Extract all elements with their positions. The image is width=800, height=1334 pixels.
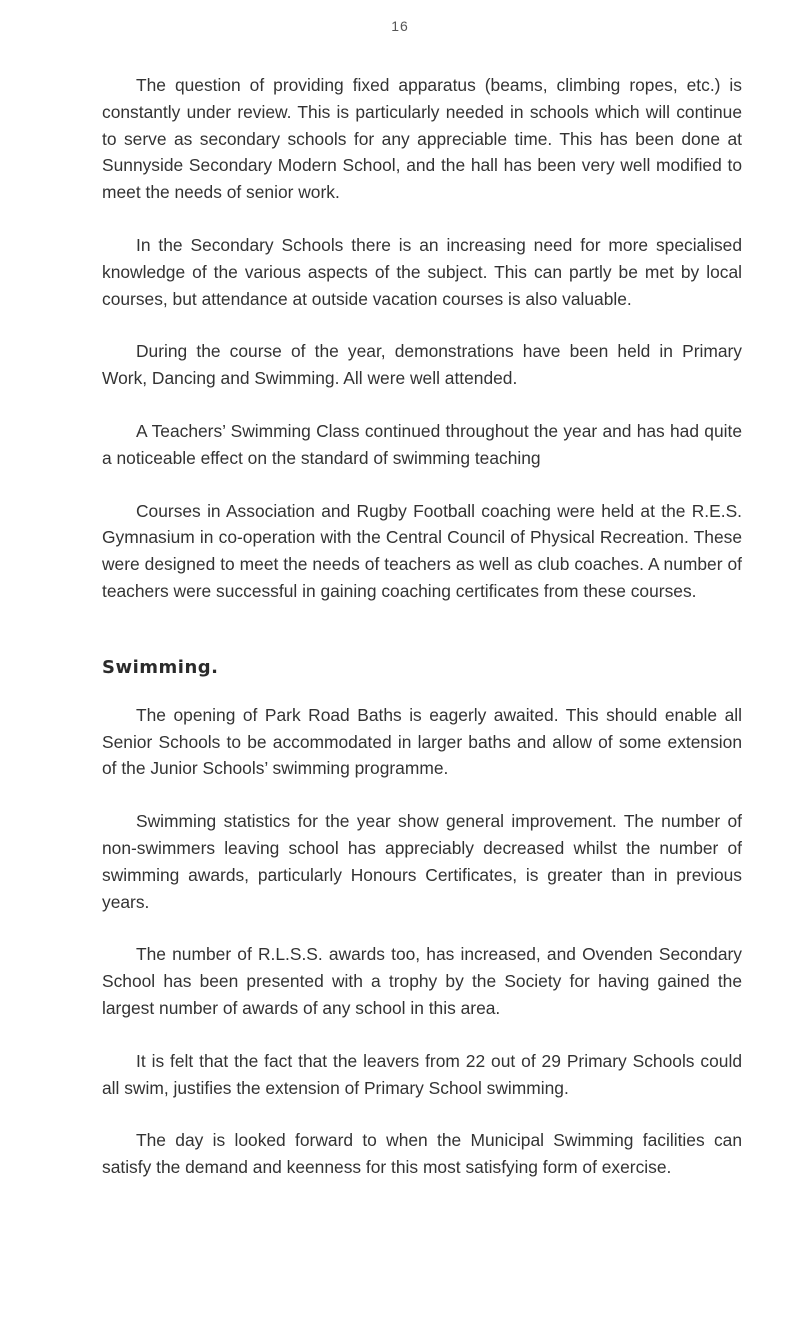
paragraph-park-road-baths: The opening of Park Road Baths is eagerly awaited. This should enable all Senior Schools to be accommodated in larger baths and allow of some extension of the Junior Schools’ swimming programme. xyxy=(102,704,742,779)
paragraph-football-coaching: Courses in Association and Rugby Football coaching were held at the R.E.S. Gymnasium in co-operation with the Central Council of Physical Recreation. These were designed to meet the needs of teachers as well as club coaches. A number of teachers were successful in gaining coaching certificates from these courses. xyxy=(102,500,742,601)
paragraph-municipal-facilities: The day is looked forward to when the Municipal Swimming facilities can satisfy the demand and keenness for this most satisfying form of exercise. xyxy=(102,1130,742,1178)
section-heading-swimming: Swimming. xyxy=(102,656,219,678)
paragraph-primary-leavers: It is felt that the fact that the leavers from 22 out of 29 Primary Schools could all swim, justifies the extension of Primary School swimming. xyxy=(102,1050,742,1098)
page-number: 16 xyxy=(391,18,409,34)
document-body xyxy=(102,72,742,1207)
paragraph-fixed-apparatus: The question of providing fixed apparatus (beams, climbing ropes, etc.) is constantly under review. This is particularly needed in schools which will continue to serve as secondary schools for any appreciable time. This has been done at Sunnyside Secondary Modern School, and the hall has been very well modified to meet the needs of senior work. xyxy=(102,75,742,203)
paragraph-swimming-statistics: Swimming statistics for the year show general improvement. The number of non-swimmers leaving school has appreciably decreased whilst the number of swimming awards, particularly Honours Certificates, is greater than in previous years. xyxy=(102,811,742,912)
paragraph-teachers-swimming-class: A Teachers’ Swimming Class continued throughout the year and has had quite a noticeable effect on the standard of swimming teaching xyxy=(102,420,742,468)
paragraph-demonstrations: During the course of the year, demonstrations have been held in Primary Work, Dancing and Swimming. All were well attended. xyxy=(102,341,742,389)
paragraph-rlss-awards: The number of R.L.S.S. awards too, has increased, and Ovenden Secondary School has been presented with a trophy by the Society for having gained the largest number of awards of any school in this area. xyxy=(102,944,742,1018)
paragraph-specialised-knowledge: In the Secondary Schools there is an increasing need for more specialised knowledge of the various aspects of the subject. This can partly be met by local courses, but attendance at outside vacation courses is also valuable. xyxy=(102,234,742,309)
